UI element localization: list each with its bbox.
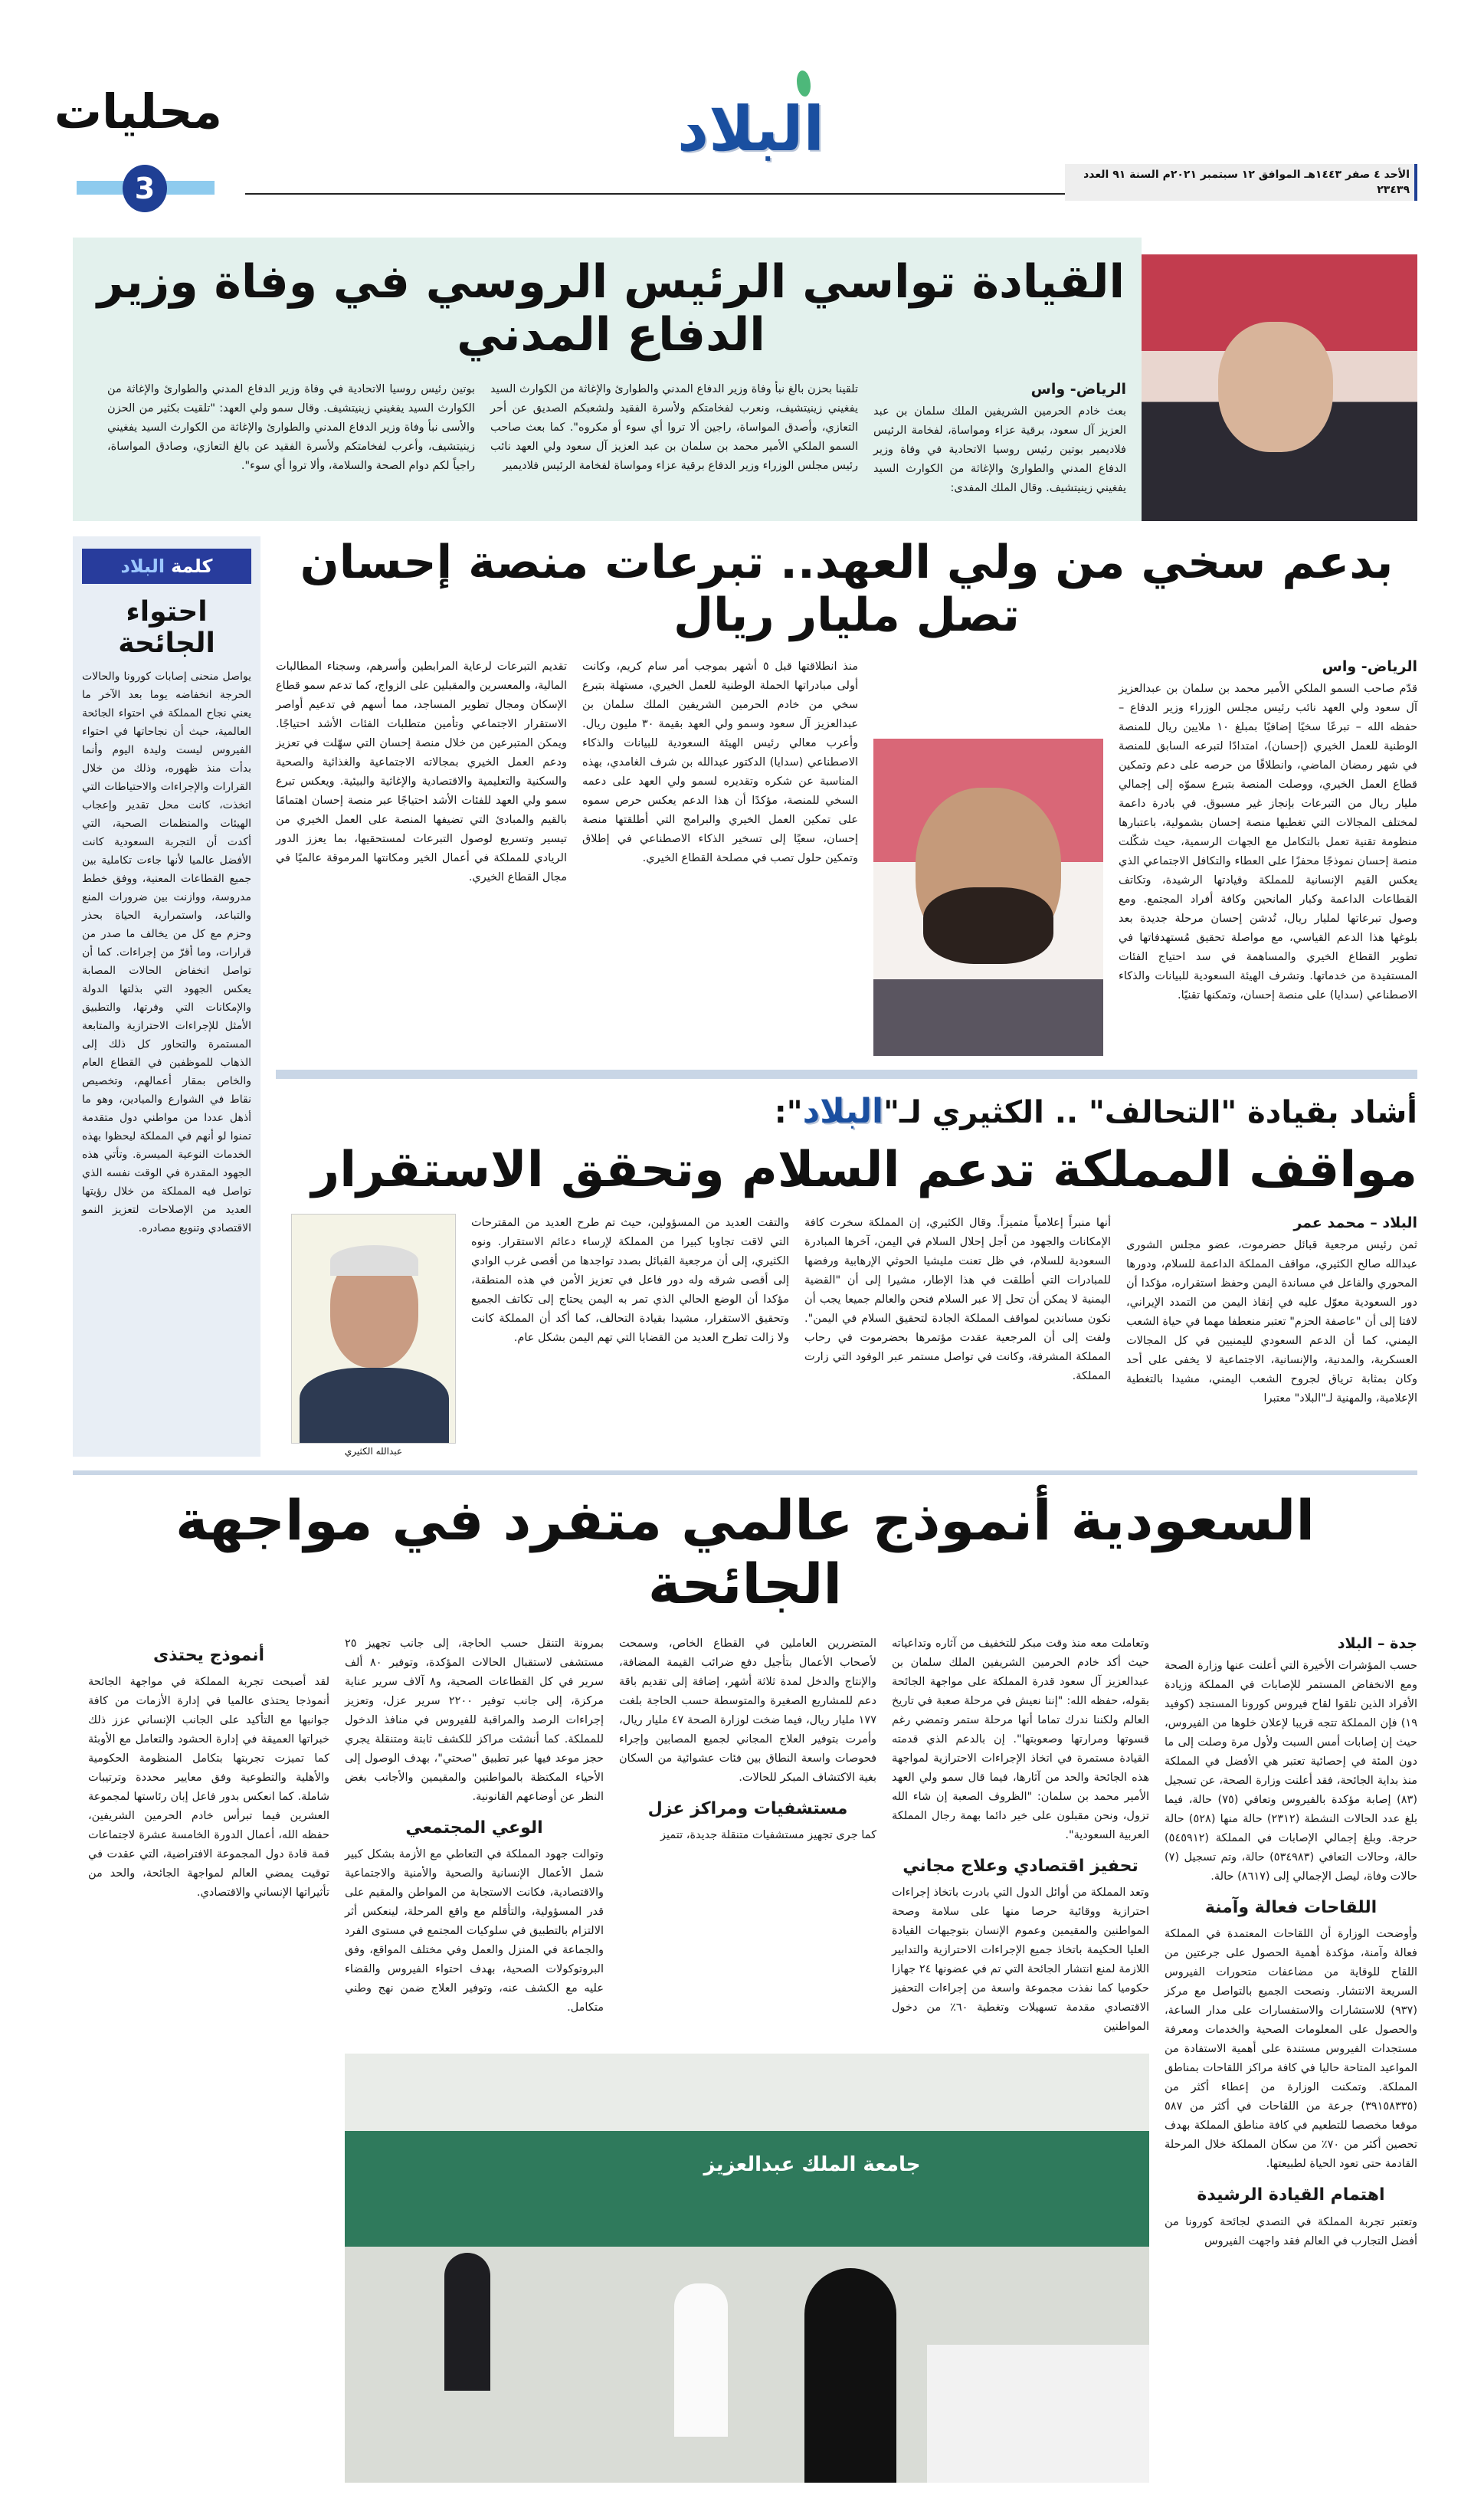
article-kicker: أشاد بقيادة "التحالف" .. الكثيري لـ"البلاد": bbox=[774, 1092, 1417, 1131]
newspaper-logo: البلاد bbox=[802, 1092, 884, 1131]
article-pandemic bbox=[73, 1489, 1417, 2483]
section-divider bbox=[276, 1070, 1417, 1079]
subheading: اهتمام القيادة الرشيدة bbox=[1197, 2185, 1385, 2205]
article-headline: بدعم سخي من ولي العهد.. تبرعات منصة إحسان تصل مليار ريال bbox=[300, 536, 1394, 642]
dateline: الأحد ٤ صفر ١٤٤٣هـ الموافق ١٢ سبتمبر ٢٠٢١م السنة ٩١ العدد ٢٣٤٣٩ bbox=[1065, 164, 1417, 201]
editorial-title: احتواء الجائحة bbox=[118, 596, 215, 660]
editorial-text: يواصل منحنى إصابات كورونا والحالات الحرجة انخفاضه يوما بعد الآخر ما يعني نجاح المملكة في احتواء الجائحة العالمية، حيث أن نجاحاتها في احتواء الفيروس ليست وليدة اليوم وأنما بدأت منذ ظهوره، وذلك من خلال القرارات والإجراءات والاحتياطات التي اتخذت، كانت محل تقدير وإعجاب الهيئات والمنظمات الصحية، التي أكدت أن التجربة السعودية كانت الأفضل عالميا لأنها جاءت تكاملية بين جميع القطاعات المعنية، ووفق خطط مدروسة، ووازنت بين ضرورات المنع والتباعد، واستمرارية الحياة بحذر وحزم مع كل من يخالف ما صدر من قرارات، وما أقرّ من إجراءات. كما أن تواصل انخفاض الحالات المصابة يعكس الجهود التي بذلتها الدولة والإمكانات التي وفرتها، والتطبيق الأمثل للإجراءات الاحترازية والمتابعة المستمرة والتحاور كل ذلك إلى الذهاب للموظفين في القطاع العام والخاص بمقار أعمالهم، وتخصيص نقاط في الشوارع والميادين، وهو ما أذهل عددا من مواطني دول متقدمة تمنوا لو أنهم في المملكة ليحظوا بهذه الخدمات النوعية الميسرة. وتأتي هذه الجهود المقدرة في الوقت نفسه الذي تواصل فيه المملكة من خلال رؤيتها العديد من الإصلاحات لتعزيز النمو الاقتصادي وتنويع مصادره. bbox=[82, 670, 251, 1234]
article-column: بمرونة التنقل حسب الحاجة، إلى جانب تجهيز ٢٥ مستشفى لاستقبال الحالات المؤكدة، وتوفير ٨٠ ألف سرير في كل القطاعات الصحية، و٨ آلاف سرير عناية مركزة، إلى جانب توفير ٢٢٠٠ سرير عزل، وتعزيز إجراءات الرصد والمراقبة للفيروس في منافذ الدخول للمملكة. كما أنشئت مراكز للكشف ثابتة ومتنقلة يجري حجز موعد فيها عبر تطبيق "صحتي"، بهدف الوصول إلى الأحياء المكتظة بالمواطنين والمقيمين والأجانب بغض النظر عن أوضاعهم القانونية. الوعي المجتمعي وتوالت جهود المملكة في التعاطي مع الأزمة بشكل كبير شمل الأعمال الإنسانية والصحية والأمنية والاجتماعية والاقتصادية، فكانت الاستجابة من المواطن والمقيم على قدر المسؤولية، والتأقلم مع واقع المرحلة، لينعكس أثر الالتزام بالتطبيق في سلوكيات المجتمع في مستوى الفرد والجماعة في المنزل والعمل وفي مختلف المواقع، وفق البروتوكولات الصحية، بهدف احتواء الفيروس والقضاء عليه مع الكشف عنه، وتوفير العلاج ضمن نهج وطني متكامل. bbox=[345, 1637, 604, 2014]
main-band bbox=[73, 536, 1417, 1457]
king-photo bbox=[1142, 238, 1417, 521]
article-headline: السعودية أنموذج عالمي متفرد في مواجهة الجائحة bbox=[175, 1488, 1315, 1616]
article-column: أنموذج يحتذى لقد أصبحت تجربة المملكة في مواجهة الجائحة أنموذجا يحتذى عالميا في إدارة الأزمات من كافة جوانبها مع التأكيد على الجانب الإنساني عزز ذلك خبراتها العميقة في إدارة الحشود والتعامل مع الأوبئة كما تميزت تجربتها بتكامل المنظومة الحكومية والأهلية والتطوعية وفق معايير محددة وترتيبات شاملة. كما انعكس بدور فاعل إبان رئاستها لمجموعة العشرين فيما تبرأس خادم الحرمين الشريفين، حفظه الله، أعمال الدورة الخامسة عشرة لاجتماعات قمة قادة دول المجموعة الافتراضية، التي عقدت في توقيت يمضي العالم لمواجهة الجائحة، والحد من تأثيراتها الإنساني والاقتصادي. bbox=[88, 1645, 329, 1900]
article-column: جدة – البلاد حسب المؤشرات الأخيرة التي أعلنت عنها وزارة الصحة ومع الانخفاض المستمر للإصابات في المملكة وزيادة الأفراد الذين تلقوا لقاح فيروس كورونا المستجد (كوفيد ١٩) فإن المملكة تتجه قريبا لإعلان خلوها من الفيروس، حيث إن إصابات أمس السبت ولأول مرة وصلت إلى ما دون المئة في إحصائية تعتبر هي الأفضل في المملكة منذ بداية الجائحة، فقد أعلنت وزارة الصحة، عن تسجيل (٨٣) إصابة مؤكدة بالفيروس وتعافي (٧٥) حالة، فيما بلغ عدد الحالات النشطة (٢٣١٢) حالة منها (٥٢٨) حالة حرجة. وبلغ إجمالي الإصابات في المملكة (٥٤٥٩١٢) حالة، وحالات التعافي (٥٣٤٩٨٣) حالة، وتم تسجيل (٧) حالات وفاة، ليصل الإجمالي إلى (٨٦١٧) حالة. اللقاحات فعالة وآمنة وأوضحت الوزارة أن اللقاحات المعتمدة في المملكة فعالة وآمنة، مؤكدة أهمية الحصول على جرعتين من اللقاح للوقاية من مضاعفات متحورات الفيروس السريعة الانتشار. ونصحت الجميع بالتواصل مع مركز (٩٣٧) للاستشارات والاستفسارات على مدار الساعة، والحصول على المعلومات الصحية والخدمات ومعرفة مستجدات الفيروس مستندة على أهمية الاستفادة من المواعيد المتاحة حاليا في كافة مراكز اللقاحات بمناطق المملكة. وتمكنت الوزارة من إعطاء أكثر من (٣٩١٥٨٣٣٥) جرعة من اللقاحات في أكثر من ٥٨٧ موقعا مخصصا للتطعيم في كافة مناطق المملكة بهدف تحصين أكثر من ٧٠٪ من سكان المملكة خلال المرحلة القادمة حتى تعود الحياة لطبيعتها. اهتمام القيادة الرشيدة وتعتبر تجربة المملكة في التصدي لجائحة كورونا من أفضل التجارب في العالم فقد واجهت الفيروس bbox=[1165, 1634, 1417, 2247]
article-column: منذ انطلاقتها قبل ٥ أشهر بموجب أمر سام كريم، وكانت أولى مبادراتها الحملة الوطنية للعمل الخيري، مستهلة بتبرع سخي من خادم الحرمين الشريفين الملك سلمان بن عبدالعزيز آل سعود وسمو ولي العهد بقيمة ٣٠ مليون ريال. وأعرب معالي رئيس الهيئة السعودية للبيانات والذكاء الاصطناعي (سدايا) الدكتور عبدالله بن شرف الغامدي، بهذه المناسبة عن شكره وتقديره لسمو ولي العهد على دعمه السخي للمنصة، مؤكدًا أن هذا الدعم يعكس حرص سموه على تمكين العمل الخيري والبرامج التي أطلقتها منصة إحسان، سعيًا إلى تسخير الذكاء الاصطناعي في إطلاق وتمكين حلول تصب في مصلحة القطاع الخيري. bbox=[582, 661, 859, 864]
photo-banner: جامعة الملك عبدالعزيز bbox=[703, 2153, 921, 2177]
page-number-badge: 3 bbox=[123, 165, 167, 212]
article-column: تقديم التبرعات لرعاية المرابطين وأسرهم، وسجناء المطالبات المالية، والمعسرين والمقبلين على الزواج، كما تدعم سمو قطاع الإسكان ومجال تطوير المساجد، مما أسهم في تدعيم أواصر الاستقرار الاجتماعي وتأمين متطلبات الفئات الأشد احتياجًا. ويمكن المتبرعين من خلال منصة إحسان التي سهّلت في تعزيز ودعم العمل الخيري بمجالاته الاجتماعية والغذائية والصحية والسكنية والتعليمية والاقتصادية والإغاثية والبيئية. ويعكس تبرع سمو ولي العهد للفئات الأشد احتياجًا عبر منصة إحسان اهتمامًا بالقيم والمبادئ التي تضيفها المنصة على العمل الخيري من تيسير وتسريع لوصول التبرعات لمستحقيها، بما يعزز الدور الريادي للمملكة في أعمال الخير ومكانتها المرموقة عالميًا في مجال القطاع الخيري. bbox=[276, 661, 567, 883]
article-column: وتعاملت معه منذ وقت مبكر للتخفيف من آثاره وتداعياته حيث أكد خادم الحرمين الشريفين الملك سلمان بن عبدالعزيز آل سعود قدرة المملكة على مواجهة الجائحة بقوله، حفظه الله: "إننا نعيش في مرحلة صعبة في تاريخ العالم ولكننا ندرك تماما أنها مرحلة ستمر وتمضي رغم قسوتها ومرارتها وصعوبتها". إن بالدعم الذي قدمته القيادة مستمرة في اتخاذ الإجراءات الاحترازية لمواجهة هذه الجائحة والحد من آثارها، فيما قال سمو ولي العهد الأمير محمد بن سلمان: "الظروف الصعبة إن شاء الله تزول، ونحن مقبلون على خير دائما بهمة رجال المملكة العربية السعودية". تحفيز اقتصادي وعلاج مجاني وتعد المملكة من أوائل الدول التي بادرت باتخاذ إجراءات احترازية ووقائية حرصا منها على سلامة وصحة المواطنين والمقيمين وعموم الإنسان بتوجيهات القيادة العليا الحكيمة باتخاذ جميع الإجراءات الاحترازية والتدابير اللازمة لمنع انتشار الجائحة التي تم في عضونها ٢٤ جهازا حكوميا كما نفذت مجموعة واسعة من إجراءات التحفيز الاقتصادي مقدمة تسهيلات وتغطية ٦٠٪ من دخول المواطنين bbox=[892, 1637, 1149, 2034]
article-ehsan bbox=[276, 536, 1417, 1056]
article-column: أنها منبراً إعلامياً متميزاً. وقال الكثيري، إن المملكة سخرت كافة الإمكانات والجهود من أجل إحلال السلام في اليمن، آخرها المبادرة السعودية للسلام، في ظل تعنت مليشيا الحوثي الإرهابية ورفضها للمبادرات التي أطلقت في هذا الإطار، مشيرا إلى أن "القضية اليمنية لا يمكن أن تحل إلا عبر السلام فنحن والعالم جميعا يجب أن نكون مساندين لمواقف المملكة الجادة لتحقيق السلام في اليمن". ولفت إلى أن المرجعية عقدت مؤتمرها بحضرموت في رحاب المملكة المشرفة، وكانت في تواصل مستمر عبر الوفود التي زارت المملكة. bbox=[804, 1217, 1111, 1383]
subheading: تحفيز اقتصادي وعلاج مجاني bbox=[903, 1856, 1138, 1876]
logo-leaf-icon bbox=[797, 70, 811, 97]
article-headline: القيادة تواسي الرئيس الروسي في وفاة وزير الدفاع المدني bbox=[97, 255, 1125, 362]
article-column: بوتين رئيس روسيا الاتحادية في وفاة وزير الدفاع المدني والطوارئ والإغاثة من الكوارث السيد يفغيني زينيتشيف. وقال سمو ولي العهد: "تلقيت بكثير من الحزن والأسى نبأ وفاة وزير الدفاع المدني والطوارئ والإغاثة من الكوارث السيد يفغيني زينيتشيف، وأعرب لفخامتكم ولأسرة الفقيد عن بالغ التعازي، وصادق المواساة، راجياً لكم دوام الصحة والسلامة، وألا تروا أي سوء". bbox=[107, 383, 475, 472]
masthead-rule bbox=[245, 193, 1065, 195]
crown-prince-photo bbox=[873, 703, 1103, 1056]
masthead bbox=[0, 0, 1484, 222]
newspaper-logo: البلاد bbox=[677, 93, 824, 165]
article-column: المتضررين العاملين في القطاع الخاص، وسمحت لأصحاب الأعمال بتأجيل دفع ضرائب القيمة المضافة، والإنتاج والدخل لمدة ثلاثة أشهر، إضافة إلى تقديم باقة دعم للمشاريع الصغيرة والمتوسطة حسب الحاجة بلغت ١٧٧ مليار ريال، فيما ضخت لوزارة الصحة ٤٧ مليار ريال، وأمرت بتوفير العلاج المجاني لجميع المصابين وإجراء فحوصات واسعة النطاق بين فئات عشوائية من السكان بغية الاكتشاف المبكر للحالات. مستشفيات ومراكز عزل كما جرى تجهيز مستشفيات متنقلة جديدة، تتميز bbox=[619, 1637, 876, 1842]
article-column: الرياض- واس قدّم صاحب السمو الملكي الأمير محمد بن سلمان بن عبدالعزيز آل سعود ولي العهد نائب رئيس مجلس الوزراء وزير الدفاع – حفظه الله – تبرعًا سخيًا إضافيًا بمبلغ ١٠ ملايين ريال للمنصة الوطنية للعمل الخيري (إحسان)، امتدادًا لتبرعه السابق للمنصة في شهر رمضان الماضي، وانطلاقًا من حرصه على دعم وتمكين قطاع العمل الخيري، ووصلت المنصة بتبرع سموّه إلى إجمالي مليار ريال من التبرعات بإنجاز غير مسبوق. في بادرة داعمة لمختلف المجالات التي تغطيها منصة إحسان بشمولية، باعتبارها منظومة تقنية تعمل بالتكامل مع الجهات الرسمية، حيث شكّلت منصة إحسان نموذجًا محفزًا على العطاء والتكافل الاجتماعي الذي يعكس القيم الإنسانية للمملكة وقيادتها الرشيدة، وتكاتف القطاعات الداعمة وكبار المانحين وكافة أفراد المجتمع. ومع وصول تبرعاتها لمليار ريال، تُدشن إحسان مرحلة جديدة بعد بلوغها هذا الدعم القياسي، مع مواصلة تحقيق مُستهدفاتها في تطوير القطاع الخيري والمساهمة في سد احتياج الفئات المستفيدة من خدماتها. وتشرف الهيئة السعودية للبيانات والذكاء الاصطناعي (سدايا) على منصة إحسان، وتمكنها تقنيًا. bbox=[1119, 658, 1417, 1001]
kathiri-portrait bbox=[291, 1214, 456, 1444]
subheading: الوعي المجتمعي bbox=[405, 1818, 543, 1837]
editorial-label: كلمة البلاد bbox=[82, 549, 251, 584]
editorial-sidebar bbox=[73, 536, 260, 1457]
byline: الرياض- واس bbox=[1322, 658, 1417, 675]
article-condolence bbox=[73, 238, 1417, 521]
section-title: محليات bbox=[54, 84, 222, 139]
article-kathiri bbox=[276, 1093, 1417, 1457]
vaccination-center-photo bbox=[345, 2054, 1149, 2483]
subheading: أنموذج يحتذى bbox=[152, 1645, 265, 1665]
subheading: اللقاحات فعالة وآمنة bbox=[1204, 1897, 1378, 1917]
article-column: تلقينا بحزن بالغ نبأ وفاة وزير الدفاع المدني والطوارئ والإغاثة من الكوارث السيد يفغيني زينيتشيف، ونعرب لفخامتكم ولأسرة الفقيد ولشعبكم الصديق عن أحر التعازي، وأصدق المواساة، راجين ألا تروا أي سوء أو مكروه". كما بعث صاحب السمو الملكي الأمير محمد بن سلمان بن عبد العزيز آل سعود ولي العهد نائب رئيس مجلس الوزراء وزير الدفاع برقية عزاء ومواساة لفخامة الرئيس فلاديمير bbox=[490, 383, 858, 472]
subheading: مستشفيات ومراكز عزل bbox=[647, 1798, 848, 1818]
article-headline: مواقف المملكة تدعم السلام وتحقق الاستقرار bbox=[311, 1141, 1417, 1198]
photo-caption: عبدالله الكثيري bbox=[344, 1446, 403, 1457]
byline: البلاد – محمد عمر bbox=[1293, 1215, 1417, 1232]
section-divider bbox=[73, 1470, 1417, 1475]
article-column: الرياض- واس بعث خادم الحرمين الشريفين الملك سلمان بن عبد العزيز آل سعود، برقية عزاء ومواساة، لفخامة الرئيس فلاديمير بوتين رئيس روسيا الاتحادية في وفاة وزير الدفاع المدني والطوارئ والإغاثة من الكوارث السيد يفغيني زينيتشيف. وقال الملك المفدى: bbox=[873, 381, 1126, 494]
article-column: البلاد – محمد عمر ثمن رئيس مرجعية قبائل حضرموت، عضو مجلس الشورى عبدالله صالح الكثيري، مواقف المملكة الداعمة للسلام، ودورها المحوري والفاعل في مساندة اليمن وحفظ استقراره، مؤكدا أن دور السعودية معوّل عليه في إنقاذ اليمن من التمدد الإيراني، لافتا إلى أن "عاصفة الحزم" تعتبر منعطفا مهما في حياة الشعب اليمني، كما أن الدعم السعودي لليمنيين في كل المجالات العسكرية، والمدنية، والإنسانية، الاجتماعية لا يخفى على أحد وكان بمثابة ترياق لجروح الشعب اليمني، مشيدا بالتغطية الإعلامية، والمهنية لـ"البلاد" معتبرا bbox=[1126, 1215, 1417, 1405]
byline: الرياض- واس bbox=[1030, 381, 1126, 398]
byline: جدة – البلاد bbox=[1337, 1634, 1417, 1652]
newspaper-logo: البلاد bbox=[120, 556, 165, 577]
article-column: والتقت العديد من المسؤولين، حيث تم طرح العديد من المقترحات التي لاقت تجاوبا كبيرا من المملكة لإرساء دعائم الاستقرار. ونوه الكثيري، إلى أن مرجعية القبائل بصدد تواجدها من أقصى غرب الوادي إلى أقصى شرقه وله دور فاعل في تعزيز الأمن في هذه المنطقة، مؤكدا أن الوضع الحالي الذي تمر به اليمن يحتاج إلى تكاتف الجميع وتحقيق الاستقرار، مشيدا بقيادة التحالف، كما أكد أن المملكة كانت ولا زالت تطرح العديد من القضايا التي تهم اليمن بشكل عام. bbox=[471, 1217, 789, 1345]
